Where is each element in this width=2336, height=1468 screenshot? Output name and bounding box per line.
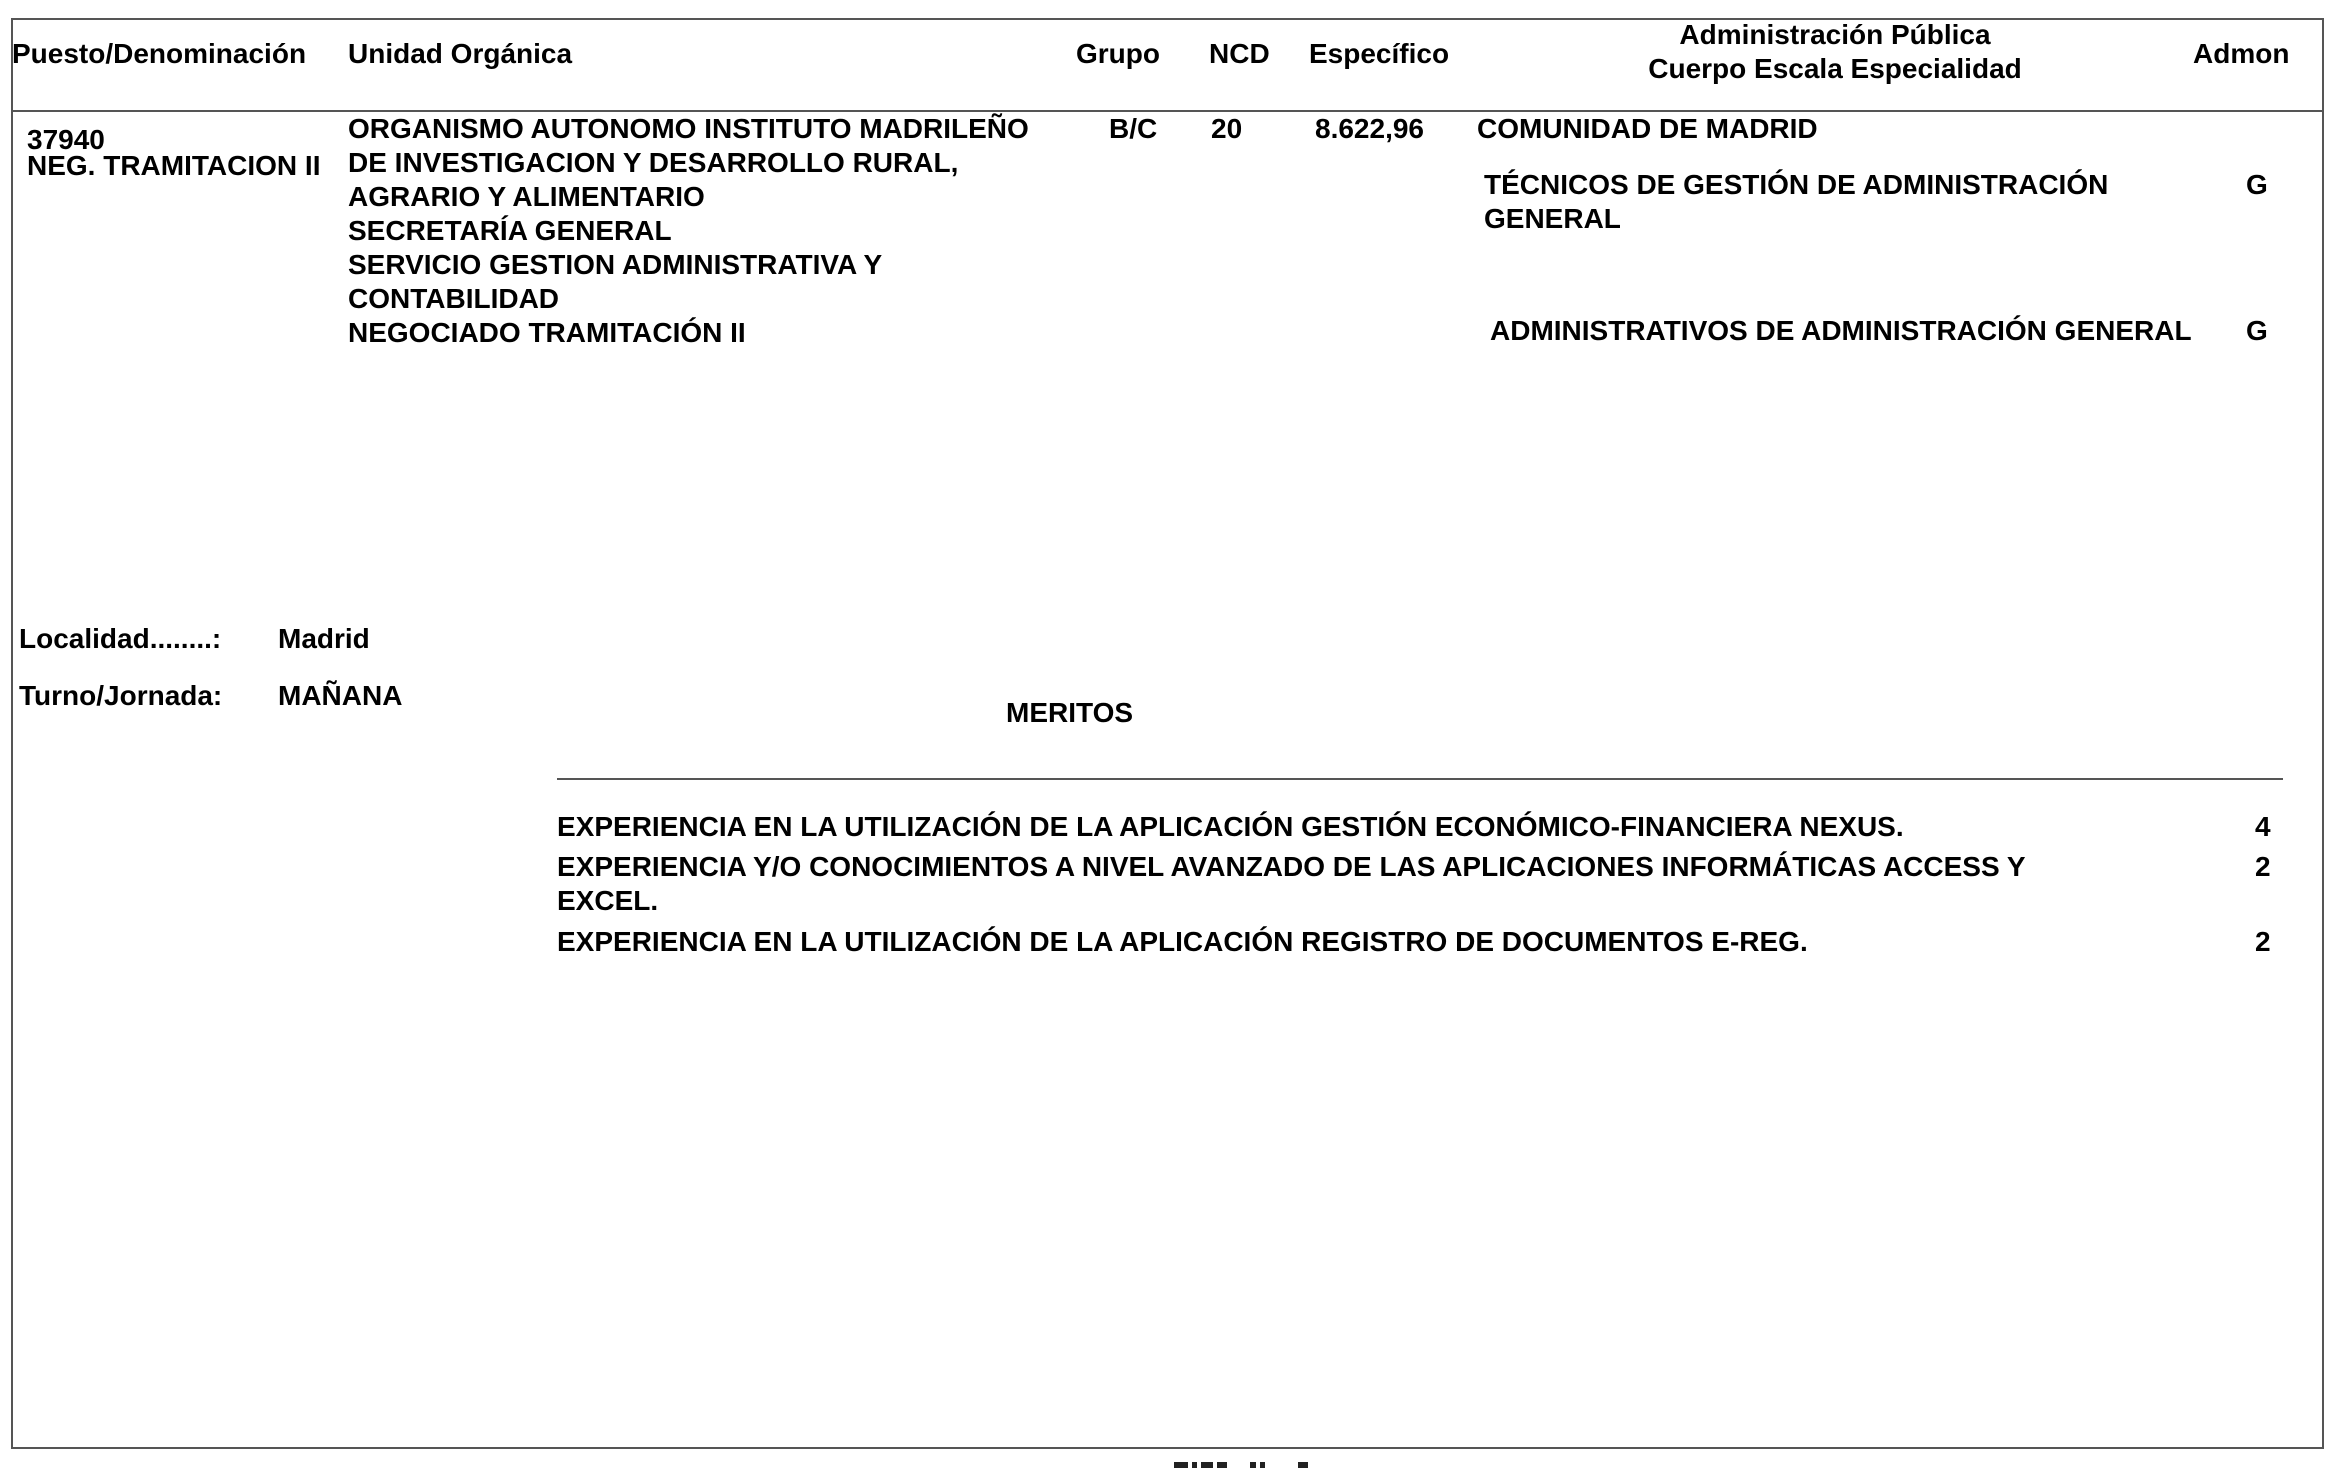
grupo-value: B/C — [1109, 113, 1158, 144]
header-ncd: NCD — [1209, 38, 1270, 69]
merito-line: EXPERIENCIA EN LA UTILIZACIÓN DE LA APLICACIÓN REGISTRO DE DOCUMENTOS E-REG. — [557, 926, 1808, 957]
header-puesto: Puesto/Denominación — [12, 38, 307, 69]
merito-item — [557, 810, 1904, 844]
merito-line: EXCEL. — [557, 885, 659, 916]
meritos-divider — [557, 778, 2283, 780]
header-admon: Admon — [2193, 38, 2290, 69]
merito-item — [557, 925, 1808, 959]
localidad-value: Madrid — [278, 623, 370, 654]
unidad-line: AGRARIO Y ALIMENTARIO — [348, 181, 705, 212]
cuerpo-item — [1490, 314, 2192, 348]
cuerpo-line: GENERAL — [1484, 203, 1621, 234]
localidad-label: Localidad........: — [19, 623, 222, 654]
merito-item — [557, 850, 2026, 918]
header-cuerpo-escala: Cuerpo Escala Especialidad — [1648, 53, 2022, 84]
header-admin-publica: Administración Pública — [1679, 19, 1991, 50]
merito-points: 4 — [2255, 811, 2271, 842]
page-footer-fragment — [1170, 1458, 1370, 1468]
merito-points: 2 — [2255, 851, 2271, 882]
cuerpo-line: ADMINISTRATIVOS DE ADMINISTRACIÓN GENERAL — [1490, 315, 2192, 346]
unidad-line: CONTABILIDAD — [348, 283, 560, 314]
unidad-line: SECRETARÍA GENERAL — [348, 215, 672, 246]
cuerpo-line: TÉCNICOS DE GESTIÓN DE ADMINISTRACIÓN — [1484, 169, 2109, 200]
puesto-code: 37940 — [27, 124, 105, 155]
administracion-value: COMUNIDAD DE MADRID — [1477, 113, 1818, 144]
merito-line: EXPERIENCIA Y/O CONOCIMIENTOS A NIVEL AVANZADO DE LAS APLICACIONES INFORMÁTICAS ACCESS Y — [557, 851, 2026, 882]
puesto-denominacion: NEG. TRAMITACION II — [27, 150, 321, 181]
cuerpo-admon: G — [2246, 315, 2268, 346]
ncd-value: 20 — [1211, 113, 1243, 144]
unidad-line: ORGANISMO AUTONOMO INSTITUTO MADRILEÑO — [348, 113, 1029, 144]
cuerpo-admon: G — [2246, 169, 2268, 200]
merito-points: 2 — [2255, 926, 2271, 957]
especifico-value: 8.622,96 — [1315, 113, 1424, 144]
unidad-line: NEGOCIADO TRAMITACIÓN II — [348, 317, 746, 348]
cuerpo-item — [1484, 168, 2108, 236]
unidad-line: SERVICIO GESTION ADMINISTRATIVA Y — [348, 249, 883, 280]
merito-line: EXPERIENCIA EN LA UTILIZACIÓN DE LA APLICACIÓN GESTIÓN ECONÓMICO-FINANCIERA NEXUS. — [557, 811, 1904, 842]
header-unidad: Unidad Orgánica — [348, 38, 573, 69]
header-grupo: Grupo — [1076, 38, 1160, 69]
meritos-title: MERITOS — [1006, 697, 1134, 728]
unidad-organica — [348, 112, 1029, 350]
unidad-line: DE INVESTIGACION Y DESARROLLO RURAL, — [348, 147, 959, 178]
turno-value: MAÑANA — [278, 680, 403, 711]
turno-label: Turno/Jornada: — [19, 680, 223, 711]
header-especifico: Específico — [1309, 38, 1450, 69]
